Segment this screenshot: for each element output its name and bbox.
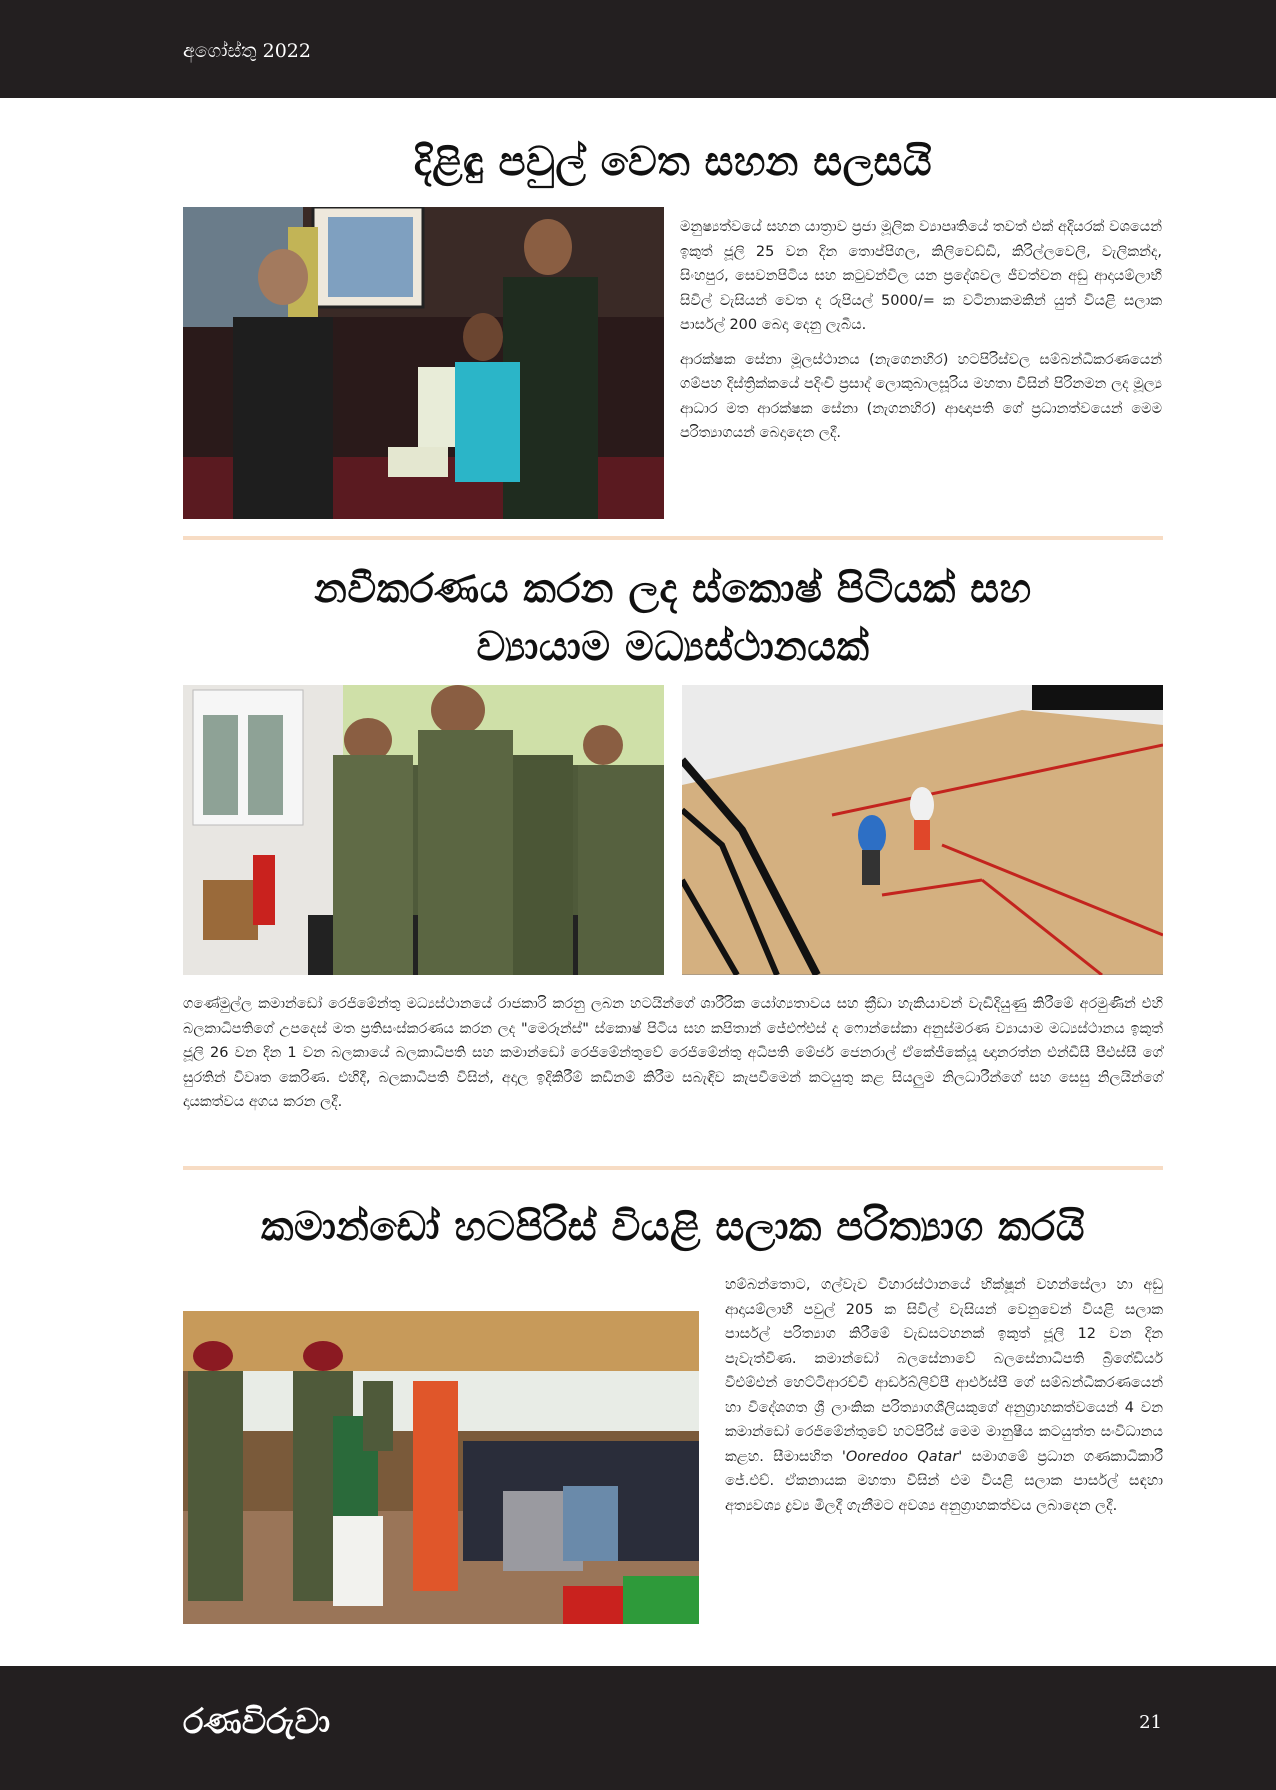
article3-text — [725, 1273, 1163, 1528]
issue-date: අගෝස්තු 2022 — [183, 40, 311, 62]
article1-text — [680, 215, 1162, 456]
article1-photo — [183, 207, 664, 519]
section-divider-2 — [183, 1166, 1163, 1170]
article1-title: දිළිඳු පවුල් වෙත සහන සලසයි — [413, 139, 933, 185]
article3-body-part2: සමාගමේ ප්‍රධාන ගණකාධිකාරී ජේ.එච්. ඒකනායක මහතා විසින් එම වියළි සලාක පාර්සල් සඳහා අත්‍යවශ්‍ය ද්‍රව්‍ය මිලදී ගැනීමට අවශ්‍ය අනුග්‍රාහකත්වය ලබාදෙන ලදී. — [725, 1448, 1163, 1514]
article3-body-part1: හම්බන්තොට, ගල්වැව විහාරස්ථානයේ භික්ෂූන් වහන්සේලා හා අඩු ආදායම්ලාභී පවුල් 205 ක සිවිල් වැසියන් වෙනුවෙන් වියළි සලාක පාර්සල් පරිත්‍යාග කිරීමේ වැඩසටහනක් ඉකුත් ජූලි 12 වන දින පැවැත්විණ. කමාන්ඩෝ බලසේනාවේ බලසේනාධිපති බ්‍රිගේඩියර් වීඑම්එන් හෙට්ටිආරච්චි ආර්ඩබ්ලිව්පී ආර්එස්පී ගේ සම්බන්ධීකරණයෙන් හා විදේශගත ශ්‍රී ලාංකික පරිත්‍යාගශීලියකුගේ අනුග්‍රාහකත්වයෙන් 4 වන කමාන්ඩෝ රෙජිමේන්තුවේ හටපිරිස් මෙම මානුෂීය කටයුත්ත සංවිධානය කළහ. සීමාසහිත — [725, 1277, 1163, 1465]
article2-photo-squash-court — [682, 685, 1163, 975]
article2-photo-ceremony — [183, 685, 664, 975]
article3-title: කමාන්ඩෝ හටපිරිස් වියළි සලාක පරිත්‍යාග කරයි — [260, 1204, 1085, 1250]
article2-body: ගණේමුල්ල කමාන්ඩෝ රෙජිමේන්තු මධ්‍යස්ථානයේ රාජකාරි කරනු ලබන හටයින්ගේ ශාරීරික යෝග්‍යතාවය සහ ක්‍රීඩා හැකියාවන් වැඩිදියුණු කිරීමේ අරමුණින් එහි බලකාධිපතිගේ උපදෙස් මත ප්‍රතිසංස්කරණය කරන ලද "මෙරූන්ස්" ස්කොෂ් පිටිය සහ කපිතාන් ජේඑෆ්එස් ද ෆොන්සේකා අනුස්මරණ ව්‍යායාම මධ්‍යස්ථානය ඉකුත් ජූලි 26 වන දින 1 වන බලකායේ බලකාධිපති සහ කමාන්ඩෝ රෙජිමේන්තුවේ රෙජිමේන්තු අධිපති මේජර් ජෙනරාල් ඒකේජීකේයූ ඥානරත්න එන්ඩීසී පීඑස්සී ගේ සුරතින් විවෘත කෙරිණ. එහිදී, බලකාධිපති විසින්, අදාල ඉදිකිරීම් කඩිනම් කිරීම සබැඳිව කැපවීමෙන් කටයුතු කළ සියලුම නිලධාරීන්ගේ සහ සෙසු නිලයින්ගේ දායකත්වය අගය කරන ලදී. — [183, 996, 1163, 1110]
article2-title-line2: ව්‍යායාම මධ්‍යස්ථානයක් — [476, 624, 870, 670]
article2-title-line1: නවීකරණය කරන ලද ස්කොෂ් පිටියක් සහ — [314, 566, 1032, 612]
article3-company-name: 'Ooredoo Qatar' — [841, 1448, 963, 1465]
article1-paragraph2: ආරක්ෂක සේනා මූලස්ථානය (නැගෙනහිර) හටපිරිස්වල සම්බන්ධීකරණයෙන් ගම්පහ දිස්ත්‍රික්කයේ පදිංචි ප්‍රසාද් ලොකුබාලසූරිය මහතා විසින් පිරිනමන ලද මූල්‍ය ආධාර මත ආරක්ෂක සේනා (නැගනහිර) ආඥාපති ගේ ප්‍රධානත්වයෙන් මෙම පරිත්‍යාගයන් බෙදාදෙන ලදී. — [680, 351, 1163, 441]
page-number: 21 — [1139, 1712, 1162, 1733]
article2-text — [183, 992, 1163, 1125]
page-header-bar — [0, 0, 1276, 98]
article3-body — [725, 1273, 1163, 1518]
page-footer-bar — [0, 1666, 1276, 1790]
article1-paragraph1: මනුෂ්‍යත්වයේ සහන යාත්‍රාව ප්‍රජා මූලික ව්‍යාපෘතියේ තවත් එක් අදියරක් වශයෙන් ඉකුත් ජූලි 25 වන දින තොප්පිගල, කිලිවෙඩ්ඩි, කිරිල්ලවෙලි, වැලිකන්ද, සිංහපුර, සෙවනපිටිය සහ කටුවන්විල යන ප්‍රදේශවල ජීවත්වන අඩු ආදායම්ලාභී සිවිල් වැසියන් වෙත ද රුපියල් 5000/= ක වටිනාකමකින් යුත් වියළි සලාක පාර්සල් 200 බෙදා දෙනු ලැබීය. — [680, 219, 1162, 333]
article2-title — [183, 560, 1163, 676]
magazine-logo: රණවිරුවා — [183, 1702, 331, 1742]
article3-photo — [183, 1311, 699, 1624]
section-divider-1 — [183, 536, 1163, 540]
